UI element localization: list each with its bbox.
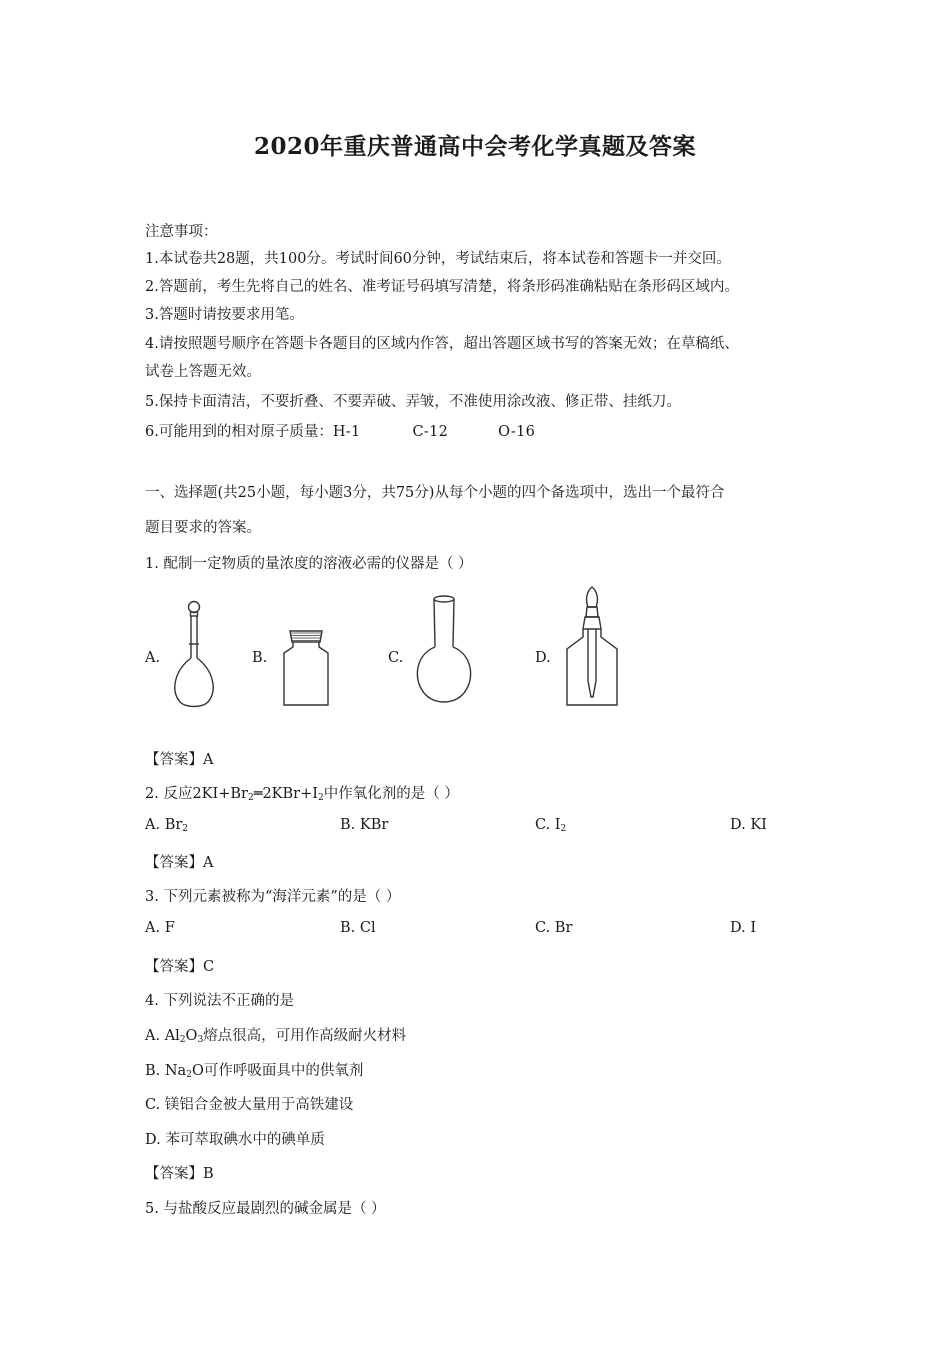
question-5-stem: 5. 与盐酸反应最剧烈的碱金属是（ ） [145, 1201, 386, 1217]
q1-option-c-label: C. [388, 650, 404, 666]
notice-item: 试卷上答题无效。 [145, 364, 261, 380]
notice-item: 4.请按照题号顺序在答题卡各题目的区域内作答，超出答题区域书写的答案无效；在草稿纸、 [145, 336, 739, 352]
q2-eq-sub1: 2 [247, 793, 254, 803]
round-bottom-flask-icon [412, 592, 476, 710]
q1-option-b-label: B. [252, 650, 268, 666]
q2-tail: 中作氧化剂的是（ ） [323, 786, 459, 802]
notice-item: 1.本试卷共28题，共100分。考试时间60分钟，考试结束后，将本试卷和答题卡一并交回。 [145, 251, 731, 267]
notice-heading: 注意事项： [145, 224, 218, 240]
reagent-bottle-icon [276, 625, 336, 710]
question-4-stem: 4. 下列说法不正确的是 [145, 993, 294, 1009]
q2-eq-right: 2KBr+I [262, 786, 318, 802]
q4-option-b [145, 1059, 363, 1080]
q2-option-b-text: B. KBr [340, 817, 389, 833]
notice-item-atomic-mass [145, 420, 535, 441]
q4-a-pre: A. Al [145, 1028, 180, 1044]
q3-option-d: D. I [730, 920, 757, 936]
section-heading: 一、选择题(共25小题，每小题3分，共75分)从每个小题的四个备选项中，选出一个最符合 [145, 485, 725, 501]
q4-a-mid: O [185, 1028, 198, 1044]
q4-a-sub2: 3 [197, 1035, 204, 1045]
q4-a-sub1: 2 [179, 1035, 186, 1045]
q4-option-c: C. 镁铝合金被大量用于高铁建设 [145, 1097, 354, 1113]
q2-eq-sub2: 2 [317, 793, 324, 803]
volumetric-flask-icon [170, 598, 220, 710]
notice-item: 2.答题前，考生先将自己的姓名、准考证号码填写清楚，将条形码准确粘贴在条形码区域内。 [145, 279, 739, 295]
q3-option-a: A. F [145, 920, 175, 936]
question-2-stem [145, 782, 459, 803]
section-heading-cont: 题目要求的答案。 [145, 520, 261, 536]
q4-option-a [145, 1024, 406, 1045]
atomic-mass-h: H-1 [332, 424, 361, 440]
q2-answer: 【答案】A [145, 855, 214, 871]
question-1-stem: 1. 配制一定物质的量浓度的溶液必需的仪器是（ ） [145, 556, 473, 572]
notice-item: 3.答题时请按要求用笔。 [145, 307, 304, 323]
notice-item: 5.保持卡面清洁，不要折叠、不要弄破、弄皱，不准使用涂改液、修正带、挂纸刀。 [145, 394, 681, 410]
q2-option-d [730, 817, 767, 833]
q4-b-pre: B. Na [145, 1063, 187, 1079]
q3-option-c: C. Br [535, 920, 573, 936]
q1-answer: 【答案】A [145, 752, 214, 768]
q4-option-d: D. 苯可萃取碘水中的碘单质 [145, 1132, 325, 1148]
q1-option-d-label: D. [535, 650, 551, 666]
atomic-mass-label: 6.可能用到的相对原子质量： [145, 424, 333, 440]
question-3-stem: 3. 下列元素被称为“海洋元素”的是（ ） [145, 889, 401, 905]
q4-b-sub: 2 [186, 1070, 192, 1080]
q1-option-a-label: A. [145, 650, 161, 666]
q2-option-d-text: D. KI [730, 817, 767, 833]
q2-eq-left: 2KI+Br [192, 786, 248, 802]
q2-option-a [145, 817, 188, 834]
q3-option-b: B. Cl [340, 920, 376, 936]
q4-b-post: O可作呼吸面具中的供氧剂 [191, 1063, 364, 1079]
q2-option-b [340, 817, 388, 833]
q2-option-a-sub: 2 [182, 824, 189, 834]
dropper-bottle-icon [563, 585, 621, 710]
page-title: 2020年重庆普通高中会考化学真题及答案 [253, 133, 696, 160]
q4-a-post: 熔点很高，可用作高级耐火材料 [203, 1028, 407, 1044]
atomic-mass-o: O-16 [498, 424, 536, 440]
q2-option-a-text: A. Br [145, 817, 183, 833]
q2-option-c-text: C. I [535, 817, 561, 833]
q2-number: 2. 反应 [145, 786, 193, 802]
q4-answer: 【答案】B [145, 1166, 214, 1182]
q3-answer: 【答案】C [145, 959, 215, 975]
q2-option-c [535, 817, 566, 834]
atomic-mass-c: C-12 [412, 424, 449, 440]
q2-eq-sign: ═ [253, 786, 263, 802]
q2-option-c-sub: 2 [560, 824, 567, 834]
